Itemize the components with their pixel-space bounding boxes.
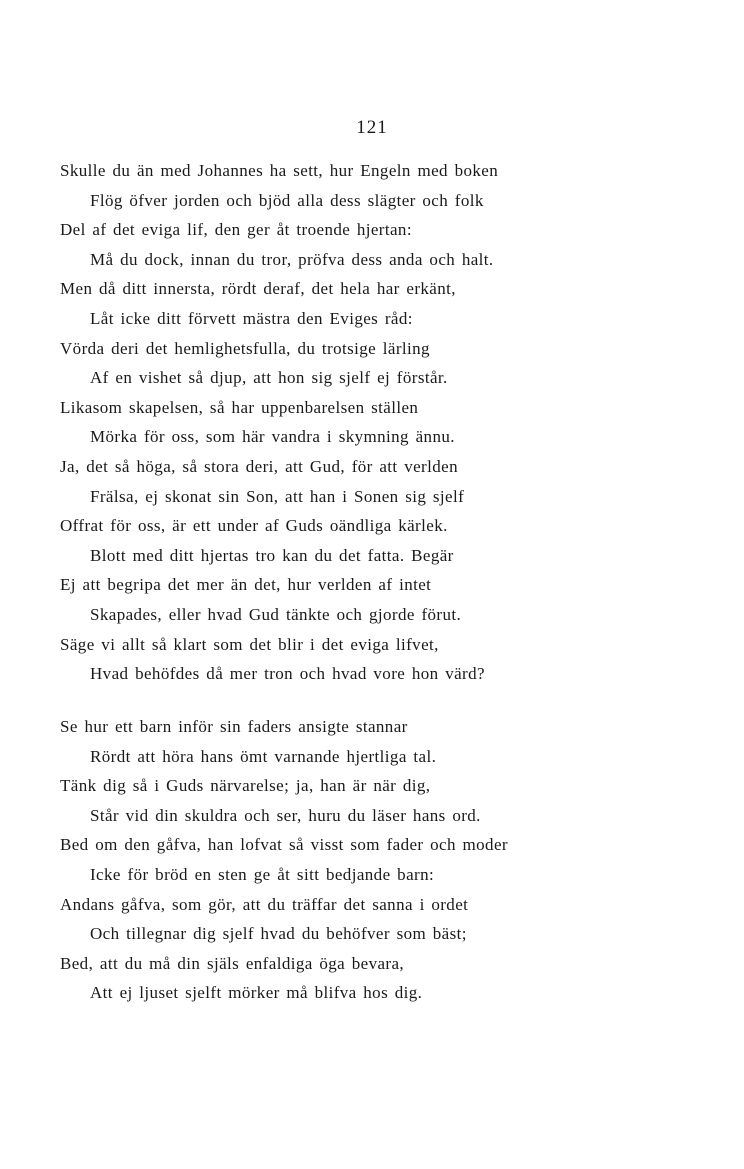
poem-line: Säge vi allt så klart som det blir i det eviga lifvet, <box>60 634 439 654</box>
poem-line: Tänk dig så i Guds närvarelse; ja, han är när dig, <box>60 776 431 796</box>
poem-line: Skapades, eller hvad Gud tänkte och gjorde förut. <box>90 604 462 624</box>
stanza-1 <box>60 156 700 689</box>
poem-line: Icke för bröd en sten ge åt sitt bedjande barn: <box>90 864 435 884</box>
poem-line: Låt icke ditt förvett mästra den Eviges råd: <box>90 308 413 328</box>
stanza-2 <box>60 712 700 1008</box>
poem-line: Må du dock, innan du tror, pröfva dess anda och halt. <box>90 249 494 269</box>
poem-line: Andans gåfva, som gör, att du träffar det sanna i ordet <box>60 894 469 914</box>
poem-line: Bed om den gåfva, han lofvat så visst som fader och moder <box>60 835 508 855</box>
poem-line: Och tillegnar dig sjelf hvad du behöfver som bäst; <box>90 924 467 944</box>
poem-line: Rördt att höra hans ömt varnande hjertliga tal. <box>90 746 437 766</box>
poem-line: Att ej ljuset sjelft mörker må blifva hos dig. <box>90 983 423 1003</box>
poem-line: Skulle du än med Johannes ha sett, hur Engeln med boken <box>60 161 499 180</box>
poem-line: Flög öfver jorden och bjöd alla dess slägter och folk <box>90 190 484 210</box>
poem-line: Offrat för oss, är ett under af Guds oändliga kärlek. <box>60 516 448 536</box>
poem-line: Frälsa, ej skonat sin Son, att han i Sonen sig sjelf <box>90 486 465 506</box>
poem-line: Vörda deri det hemlighetsfulla, du trotsige lärling <box>60 338 430 358</box>
poem-line: Se hur ett barn inför sin faders ansigte stannar <box>60 717 408 736</box>
poem-line: Står vid din skuldra och ser, huru du läser hans ord. <box>90 805 481 825</box>
poem-line: Ja, det så höga, så stora deri, att Gud, för att verlden <box>60 456 458 476</box>
poem-line: Likasom skapelsen, så har uppenbarelsen ställen <box>60 397 419 417</box>
poem-line: Mörka för oss, som här vandra i skymning ännu. <box>90 427 455 447</box>
poem-line: Del af det eviga lif, den ger åt troende hjertan: <box>60 220 412 240</box>
poem-line: Blott med ditt hjertas tro kan du det fatta. Begär <box>90 545 454 565</box>
page-number: 121 <box>356 117 388 138</box>
poem-line: Hvad behöfdes då mer tron och hvad vore hon värd? <box>90 664 485 684</box>
poem-line: Af en vishet så djup, att hon sig sjelf ej förstår. <box>90 368 448 388</box>
poem-line: Ej att begripa det mer än det, hur verlden af intet <box>60 575 432 595</box>
poem-line: Bed, att du må din själs enfaldiga öga bevara, <box>60 953 405 973</box>
poem-line: Men då ditt innersta, rördt deraf, det hela har erkänt, <box>60 279 456 299</box>
